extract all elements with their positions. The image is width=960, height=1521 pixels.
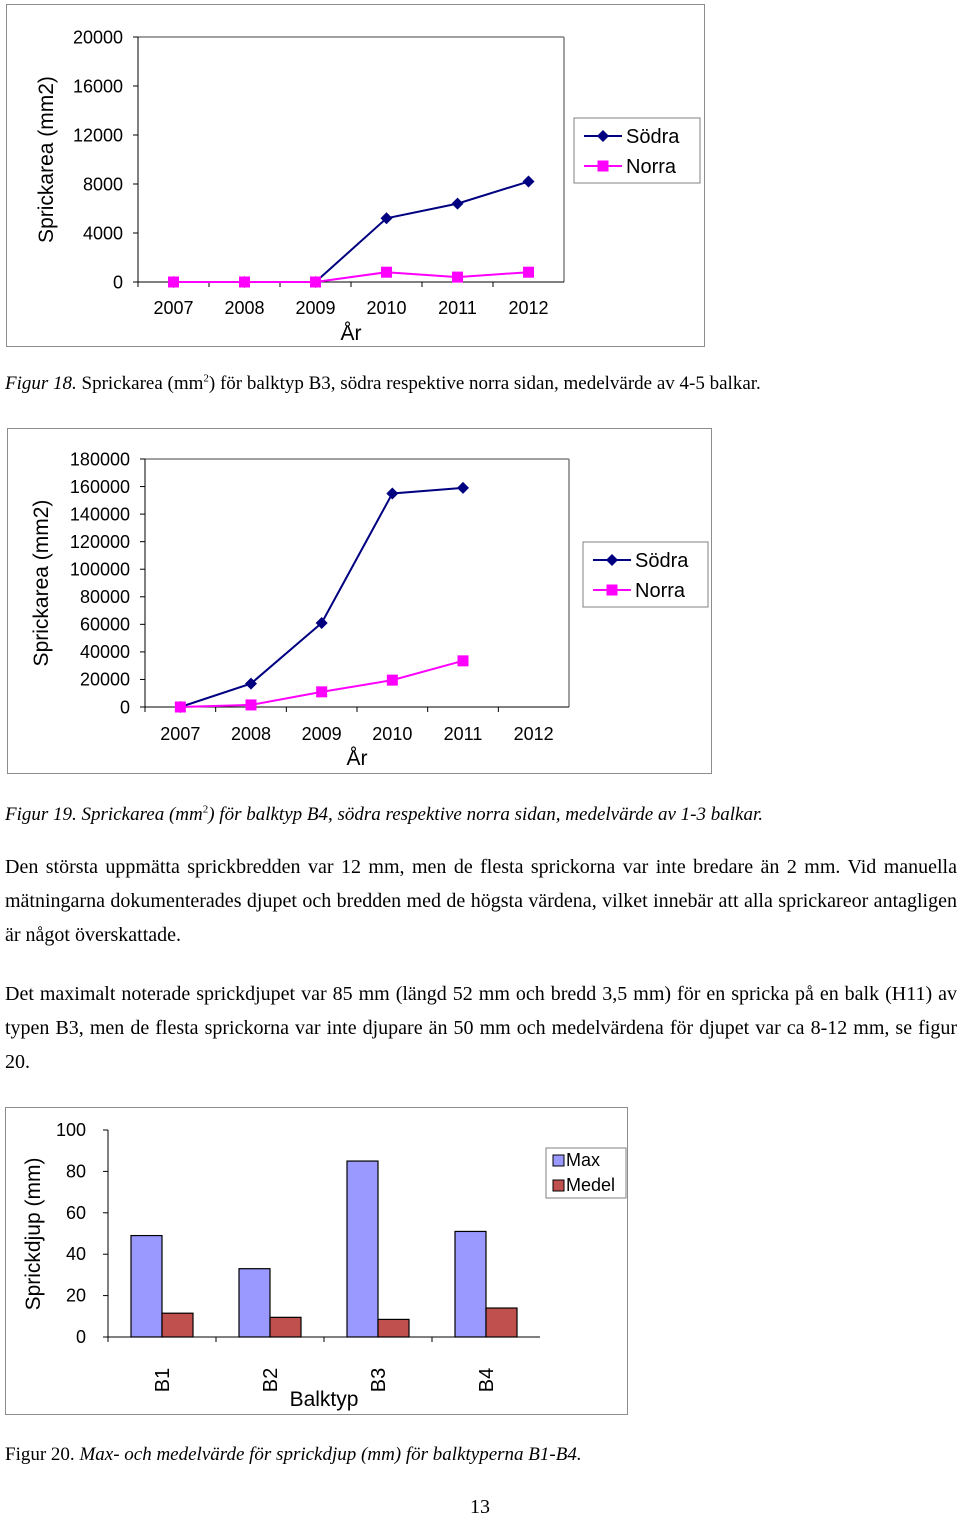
chart18-y-tick-label: 8000 [82,174,123,195]
chart19-y-tick-label: 100000 [69,559,130,580]
chart18-y-tick-label: 0 [112,272,123,293]
chart19-x-tick-label: 2012 [513,724,554,744]
chart20-bar-medel [270,1317,301,1337]
figure-19-caption-text-b: ) för balktyp B4, södra respektive norra sidan, medelvärde av 1-3 balkar. [208,804,763,825]
figure-18-line-chart [7,5,706,348]
chart20-legend-label-max: Max [566,1150,601,1170]
chart20-x-tick-label: B4 [476,1367,498,1393]
chart19-legend-label-södra: Södra [635,550,689,572]
chart18-series-södra-point [523,176,535,188]
chart19-y-tick-label: 0 [119,697,130,718]
chart18-legend-marker-norra [598,161,609,172]
chart20-y-tick-label: 80 [65,1161,86,1182]
chart19-series-norra-point [458,655,469,666]
chart20-bar-max [347,1161,378,1337]
chart19-series-norra-point [387,675,398,686]
chart18-x-tick-label: 2009 [295,298,336,318]
chart20-x-tick-label: B2 [260,1367,282,1393]
chart19-y-tick-label: 80000 [79,587,130,608]
chart18-y-axis-title: Sprickarea (mm2) [35,76,58,243]
chart18-x-tick-label: 2007 [153,298,194,318]
figure-19-caption-text-a: Sprickarea (mm [76,804,203,825]
figure-20-label: Figur 20. [5,1444,75,1465]
chart18-series-norra-point [310,277,321,288]
chart20-y-tick-label: 100 [55,1120,86,1140]
chart19-series-södra-point [457,482,469,494]
chart18-series-norra-point [523,267,534,278]
chart20-x-axis-title: Balktyp [289,1388,359,1411]
chart19-series-södra-line [180,488,463,707]
chart20-bar-medel [486,1308,517,1337]
chart19-series-södra-point [386,487,398,499]
figure-19-chart-frame [7,428,712,774]
figure-18-caption-text-b: ) för balktyp B3, södra respektive norra sidan, medelvärde av 4-5 balkar. [208,373,761,394]
chart19-y-axis-title: Sprickarea (mm2) [30,499,53,667]
chart19-series-norra-line [180,661,463,707]
chart19-y-tick-label: 140000 [69,504,130,525]
chart19-x-tick-label: 2009 [301,724,342,744]
paragraph-crack-depth: Det maximalt noterade sprickdjupet var 85 mm (längd 52 mm och bredd 3,5 mm) för en spricka på en balk (H11) av typen B3, men de flesta sprickorna var inte djupare än 50 mm och medelvärdena för djupet var ca 8-12 mm, se figur 20. [5,983,957,1073]
chart19-y-tick-label: 20000 [79,669,130,690]
figure-19-line-chart [8,429,713,775]
chart20-bar-medel [162,1313,193,1337]
chart19-x-axis-title: År [346,747,368,770]
chart18-series-norra-point [452,272,463,283]
chart19-y-tick-label: 180000 [69,449,130,470]
chart20-y-tick-label: 40 [65,1244,86,1265]
chart19-series-norra-point [316,686,327,697]
chart18-y-tick-label: 4000 [82,223,123,244]
figure-18-chart-frame [6,4,705,347]
figure-20-caption [5,1444,582,1466]
chart19-series-norra-point [246,699,257,710]
chart18-legend-label-norra: Norra [626,156,677,178]
chart18-series-norra-point [381,267,392,278]
chart18-x-tick-label: 2012 [508,298,549,318]
figure-20-chart-frame [5,1107,628,1415]
chart18-x-axis-title: År [340,322,362,345]
chart19-y-tick-label: 120000 [69,531,130,552]
chart18-x-tick-label: 2011 [438,298,477,318]
figure-18-caption-sup: 2 [203,372,209,385]
figure-19-caption-sup: 2 [202,803,209,816]
chart19-x-tick-label: 2007 [160,724,201,744]
figure-18-caption-text-a: Sprickarea (mm [76,373,204,394]
chart19-x-tick-label: 2008 [230,724,272,744]
chart18-x-tick-label: 2010 [366,298,407,318]
chart20-y-axis-title: Sprickdjup (mm) [22,1157,45,1311]
chart19-legend-label-norra: Norra [635,580,686,602]
chart20-y-tick-label: 60 [65,1202,86,1223]
chart18-series-norra-point [239,277,250,288]
chart19-y-tick-label: 40000 [79,642,130,663]
chart20-legend-label-medel: Medel [566,1175,616,1195]
chart18-series-södra-line [174,182,529,282]
figure-18-label: Figur 18. [5,373,77,394]
figure-19-caption [5,804,763,826]
chart19-x-tick-label: 2010 [372,724,413,744]
chart18-legend-label-södra: Södra [626,126,680,148]
chart18-y-tick-label: 12000 [72,125,123,146]
chart20-x-tick-label: B1 [152,1367,174,1393]
chart19-series-norra-point [175,702,186,713]
paragraph-crack-width: Den största uppmätta sprickbredden var 12 mm, men de flesta sprickorna var inte bredare än 2 mm. Vid manuella mätningarna dokumenterades djupet och bredden med de högsta värdena, vilket innebär att alla sprickareor antagligen är något överskattade. [5,856,957,946]
chart20-legend-swatch-max [553,1155,564,1166]
chart19-y-tick-label: 160000 [69,476,130,497]
chart18-y-tick-label: 16000 [72,76,123,97]
chart18-series-södra-point [452,198,464,210]
chart18-y-tick-label: 20000 [72,27,123,48]
chart19-x-tick-label: 2011 [443,724,483,744]
chart19-legend-marker-norra [607,585,618,596]
chart20-x-tick-label: B3 [368,1367,390,1393]
chart19-y-tick-label: 60000 [79,614,130,635]
chart18-series-norra-point [168,277,179,288]
chart20-bar-max [239,1269,270,1337]
figure-19-label: Figur 19. [5,804,77,825]
chart20-y-tick-label: 0 [75,1327,86,1347]
chart20-y-tick-label: 20 [65,1285,86,1306]
chart18-x-tick-label: 2008 [224,298,265,318]
chart20-bar-max [455,1231,486,1337]
figure-18-caption [5,373,761,395]
chart20-bar-max [131,1236,162,1337]
chart18-series-norra-line [174,272,529,282]
figure-20-bar-chart [6,1108,629,1416]
chart20-legend-swatch-medel [553,1180,564,1191]
chart20-bar-medel [378,1319,409,1337]
page-number: 13 [470,1496,490,1518]
figure-20-caption-text: Max- och medelvärde för sprickdjup (mm) för balktyperna B1-B4. [74,1444,582,1465]
